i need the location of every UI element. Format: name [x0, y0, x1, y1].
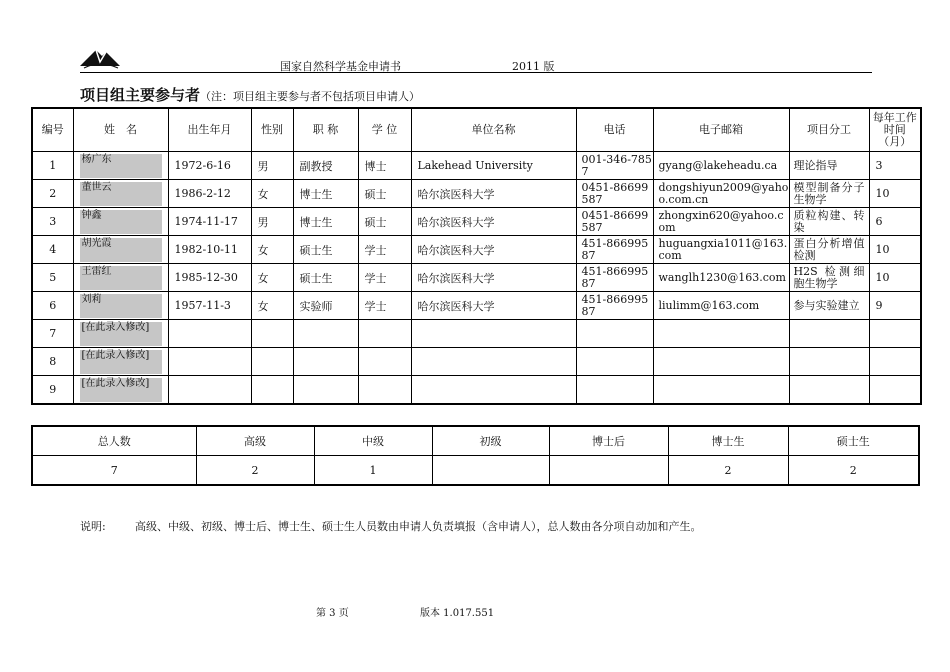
col-header-email: 电子邮箱 [653, 108, 789, 152]
cell-degree: 学士 [358, 292, 411, 320]
summary-junior[interactable] [432, 456, 549, 486]
cell-unit: 哈尔滨医科大学 [411, 264, 576, 292]
cell-birth: 1972-6-16 [168, 152, 251, 180]
cell-unit: 哈尔滨医科大学 [411, 208, 576, 236]
cell-email[interactable] [653, 376, 789, 405]
cell-degree: 硕士 [358, 180, 411, 208]
explanation-text: 高级、中级、初级、博士后、博士生、硕士生人员数由申请人负责填报（含申请人），总人数由各分项自动加和产生。 [135, 520, 702, 533]
cell-phone: 451-86699587 [576, 236, 653, 264]
name-field[interactable]: [在此录入修改] [80, 378, 162, 402]
cell-role: 理论指导 [789, 152, 869, 180]
cell-email[interactable] [653, 348, 789, 376]
summary-header-total: 总人数 [32, 426, 196, 456]
cell-time: 6 [869, 208, 921, 236]
cell-unit: 哈尔滨医科大学 [411, 180, 576, 208]
cell-no: 5 [32, 264, 73, 292]
cell-email: huguangxia1011@163.com [653, 236, 789, 264]
cell-degree: 学士 [358, 236, 411, 264]
table-row [32, 376, 921, 405]
cell-unit: Lakehead University [411, 152, 576, 180]
cell-email: liulimm@163.com [653, 292, 789, 320]
cell-unit[interactable] [411, 348, 576, 376]
cell-degree[interactable] [358, 320, 411, 348]
summary-header-postdoc: 博士后 [549, 426, 668, 456]
summary-intermediate[interactable]: 1 [314, 456, 432, 486]
name-field[interactable]: 胡光霞 [80, 238, 162, 262]
summary-postdoc[interactable] [549, 456, 668, 486]
section-title: 项目组主要参与者 [80, 86, 201, 104]
header-divider [80, 72, 872, 73]
cell-gender[interactable] [251, 376, 293, 405]
col-header-phone: 电话 [576, 108, 653, 152]
cell-gender[interactable] [251, 320, 293, 348]
cell-title: 博士生 [293, 208, 358, 236]
cell-time: 3 [869, 152, 921, 180]
cell-title: 硕士生 [293, 264, 358, 292]
col-header-gender: 性别 [251, 108, 293, 152]
cell-no: 2 [32, 180, 73, 208]
cell-no: 8 [32, 348, 73, 376]
cell-role[interactable] [789, 320, 869, 348]
cell-title: 博士生 [293, 180, 358, 208]
table-row [32, 320, 921, 348]
cell-title[interactable] [293, 320, 358, 348]
cell-unit: 哈尔滨医科大学 [411, 292, 576, 320]
cell-gender: 女 [251, 180, 293, 208]
explanation-label: 说明: [80, 520, 106, 533]
table-row [32, 264, 921, 292]
table-row [32, 180, 921, 208]
explanation [80, 518, 702, 534]
cell-role[interactable] [789, 348, 869, 376]
cell-gender: 男 [251, 208, 293, 236]
members-header-row [32, 108, 921, 152]
cell-title: 实验师 [293, 292, 358, 320]
footer-version: 版本 1.017.551 [420, 608, 495, 619]
table-row [32, 292, 921, 320]
summary-phd[interactable]: 2 [668, 456, 788, 486]
cell-birth: 1957-11-3 [168, 292, 251, 320]
footer-page-number: 第 3 页 [316, 608, 349, 619]
cell-no: 6 [32, 292, 73, 320]
cell-no: 4 [32, 236, 73, 264]
cell-degree: 学士 [358, 264, 411, 292]
cell-email: dongshiyun2009@yahoo.com.cn [653, 180, 789, 208]
cell-degree[interactable] [358, 348, 411, 376]
cell-unit[interactable] [411, 376, 576, 405]
cell-time[interactable] [869, 320, 921, 348]
cell-email: zhongxin620@yahoo.com [653, 208, 789, 236]
summary-table [31, 425, 920, 486]
name-field[interactable]: [在此录入修改] [80, 350, 162, 374]
col-header-unit: 单位名称 [411, 108, 576, 152]
cell-phone: 0451-86699587 [576, 180, 653, 208]
cell-unit: 哈尔滨医科大学 [411, 236, 576, 264]
cell-role: 蛋白分析增值检测 [789, 236, 869, 264]
cell-birth[interactable] [168, 320, 251, 348]
col-header-time: 每年工作时间（月） [869, 108, 921, 152]
cell-no: 7 [32, 320, 73, 348]
cell-time: 10 [869, 236, 921, 264]
cell-phone: 0451-86699587 [576, 208, 653, 236]
cell-gender: 男 [251, 152, 293, 180]
name-field[interactable]: 王雷红 [80, 266, 162, 290]
cell-gender: 女 [251, 292, 293, 320]
summary-master[interactable]: 2 [788, 456, 919, 486]
cell-title[interactable] [293, 348, 358, 376]
table-row [32, 152, 921, 180]
summary-header-row [32, 426, 919, 456]
cell-phone: 001-346-7857 [576, 152, 653, 180]
table-row [32, 348, 921, 376]
cell-title[interactable] [293, 376, 358, 405]
col-header-degree: 学 位 [358, 108, 411, 152]
col-header-title: 职 称 [293, 108, 358, 152]
cell-degree: 硕士 [358, 208, 411, 236]
cell-role: 模型制备分子生物学 [789, 180, 869, 208]
cell-birth: 1974-11-17 [168, 208, 251, 236]
cell-unit[interactable] [411, 320, 576, 348]
cell-title: 副教授 [293, 152, 358, 180]
header-version: 2011 版 [512, 60, 555, 73]
cell-time: 9 [869, 292, 921, 320]
summary-header-senior: 高级 [196, 426, 314, 456]
table-row [32, 208, 921, 236]
col-header-no: 编号 [32, 108, 73, 152]
cell-title: 硕士生 [293, 236, 358, 264]
cell-phone[interactable] [576, 376, 653, 405]
col-header-birth: 出生年月 [168, 108, 251, 152]
cell-gender: 女 [251, 264, 293, 292]
cell-degree[interactable] [358, 376, 411, 405]
summary-header-junior: 初级 [432, 426, 549, 456]
cell-birth: 1982-10-11 [168, 236, 251, 264]
table-row [32, 236, 921, 264]
cell-no: 9 [32, 376, 73, 405]
cell-no: 1 [32, 152, 73, 180]
name-field[interactable]: 杨广东 [80, 154, 162, 178]
nsfc-logo-icon [80, 44, 120, 70]
cell-no: 3 [32, 208, 73, 236]
summary-total: 7 [32, 456, 196, 486]
summary-header-intermediate: 中级 [314, 426, 432, 456]
summary-header-phd: 博士生 [668, 426, 788, 456]
cell-birth[interactable] [168, 376, 251, 405]
name-field[interactable]: 钟鑫 [80, 210, 162, 234]
name-field[interactable]: 董世云 [80, 182, 162, 206]
cell-phone: 451-86699587 [576, 264, 653, 292]
cell-birth: 1985-12-30 [168, 264, 251, 292]
name-field[interactable]: [在此录入修改] [80, 322, 162, 346]
cell-email: gyang@lakeheadu.ca [653, 152, 789, 180]
cell-email[interactable] [653, 320, 789, 348]
cell-role: H2S 检测细胞生物学 [789, 264, 869, 292]
col-header-name: 姓 名 [73, 108, 168, 152]
cell-phone: 451-86699587 [576, 292, 653, 320]
cell-time: 10 [869, 264, 921, 292]
section-note: （注：项目组主要参与者不包括项目申请人） [200, 90, 421, 103]
summary-value-row [32, 456, 919, 486]
summary-header-master: 硕士生 [788, 426, 919, 456]
cell-time: 10 [869, 180, 921, 208]
cell-role[interactable] [789, 376, 869, 405]
cell-phone[interactable] [576, 320, 653, 348]
cell-gender: 女 [251, 236, 293, 264]
col-header-role: 项目分工 [789, 108, 869, 152]
cell-role: 质粒构建、转染 [789, 208, 869, 236]
members-table [31, 107, 922, 405]
header-title: 国家自然科学基金申请书 [280, 60, 401, 73]
cell-birth: 1986-2-12 [168, 180, 251, 208]
cell-time[interactable] [869, 348, 921, 376]
cell-time[interactable] [869, 376, 921, 405]
cell-email: wanglh1230@163.com [653, 264, 789, 292]
name-field[interactable]: 刘莉 [80, 294, 162, 318]
cell-birth[interactable] [168, 348, 251, 376]
cell-phone[interactable] [576, 348, 653, 376]
section-heading [80, 84, 420, 105]
cell-gender[interactable] [251, 348, 293, 376]
cell-degree: 博士 [358, 152, 411, 180]
summary-senior[interactable]: 2 [196, 456, 314, 486]
cell-role: 参与实验建立 [789, 292, 869, 320]
